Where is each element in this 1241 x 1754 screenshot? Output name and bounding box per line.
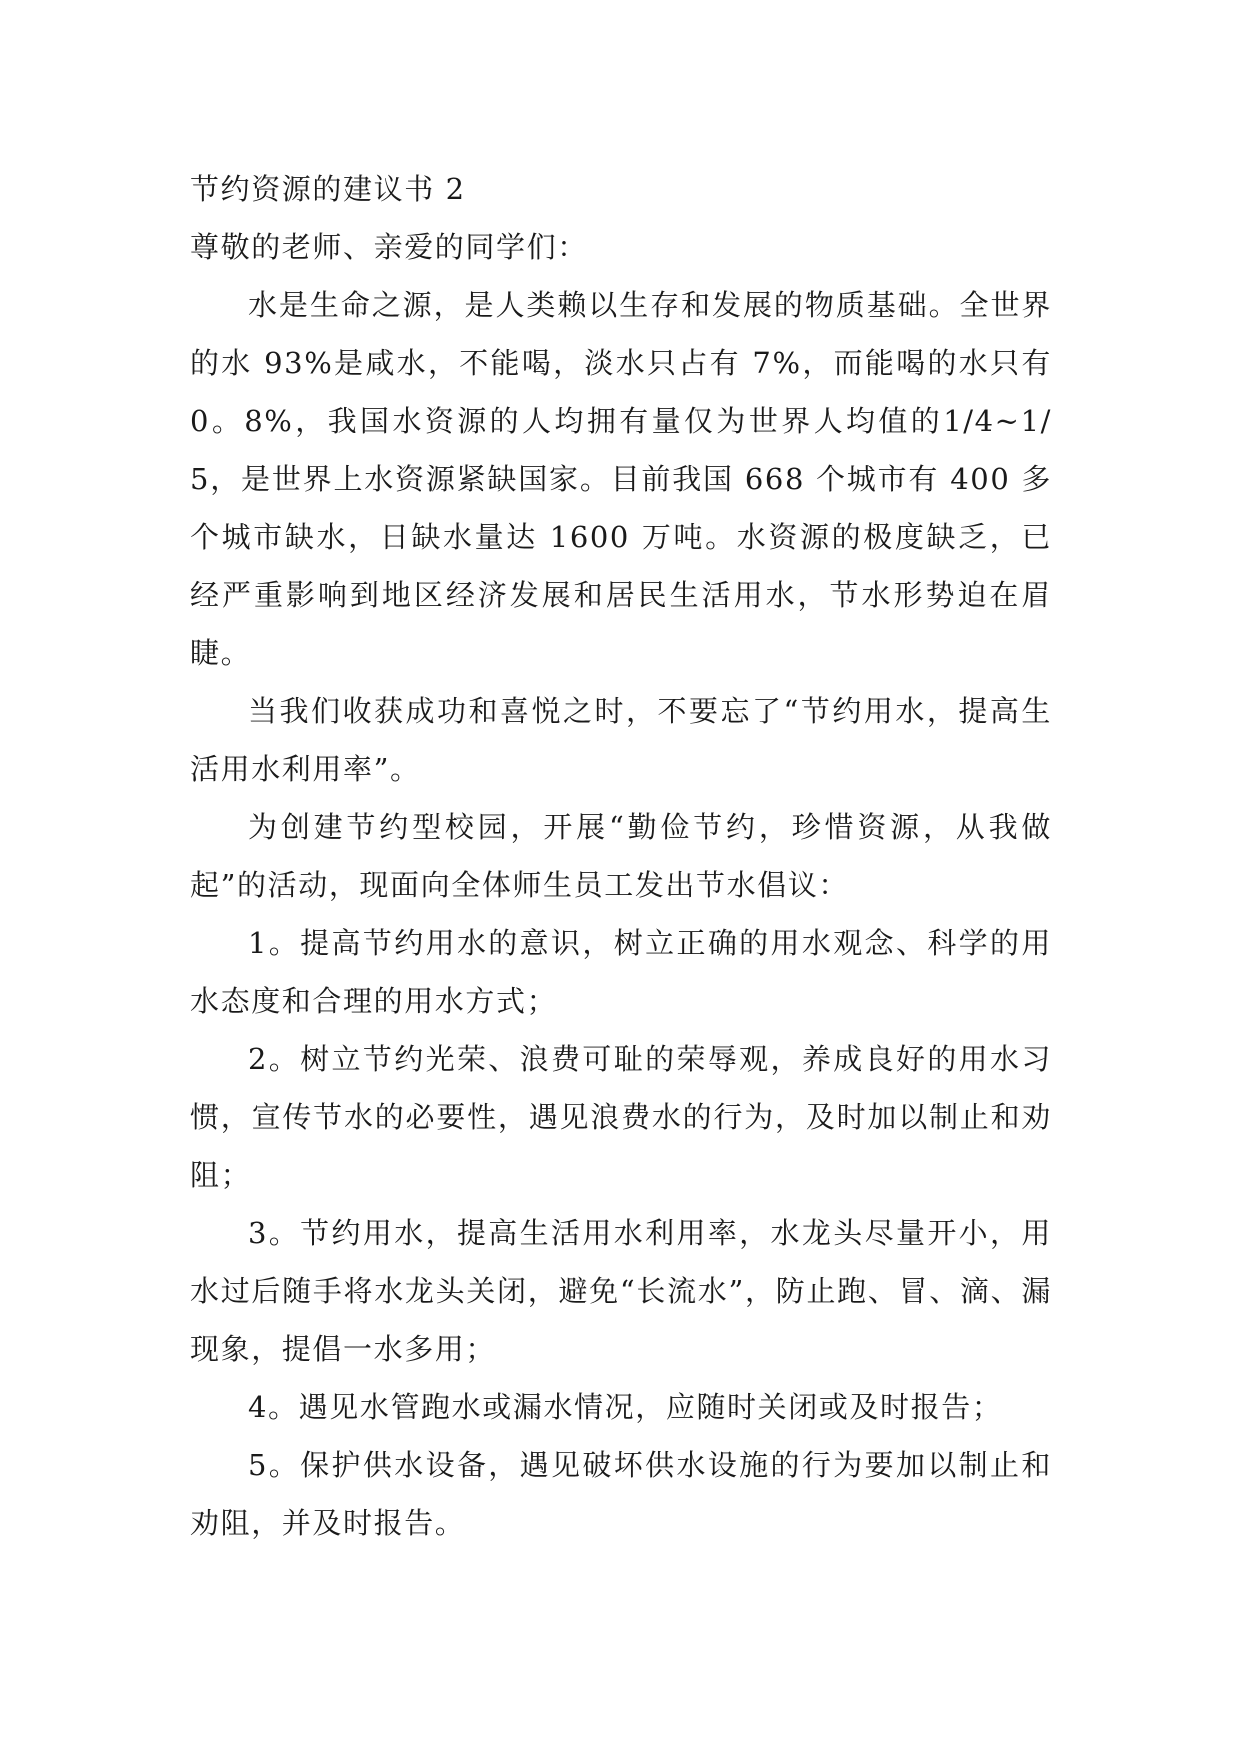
- list-item-3: 3。节约用水，提高生活用水利用率，水龙头尽量开小，用水过后随手将水龙头关闭，避免“长流水”，防止跑、冒、滴、漏现象，提倡一水多用；: [190, 1216, 1052, 1366]
- list-item-1: 1。提高节约用水的意识，树立正确的用水观念、科学的用水态度和合理的用水方式；: [190, 926, 1052, 1018]
- paragraph-reminder: 当我们收获成功和喜悦之时，不要忘了“节约用水，提高生活用水利用率”。: [190, 694, 1052, 786]
- salutation: 尊敬的老师、亲爱的同学们：: [190, 230, 588, 264]
- list-item-5: 5。保护供水设备，遇见破坏供水设施的行为要加以制止和劝阻，并及时报告。: [190, 1448, 1052, 1540]
- document-body: [190, 160, 1052, 1552]
- list-item-4: 4。遇见水管跑水或漏水情况，应随时关闭或及时报告；: [248, 1390, 1003, 1424]
- paragraph-initiative: 为创建节约型校园，开展“勤俭节约，珍惜资源，从我做起”的活动，现面向全体师生员工发出节水倡议：: [190, 810, 1052, 902]
- list-item-2: 2。树立节约光荣、浪费可耻的荣辱观，养成良好的用水习惯，宣传节水的必要性，遇见浪费水的行为，及时加以制止和劝阻；: [190, 1042, 1052, 1192]
- document-title: 节约资源的建议书 2: [190, 172, 466, 206]
- paragraph-water-facts: 水是生命之源，是人类赖以生存和发展的物质基础。全世界的水 93%是咸水，不能喝，淡水只占有 7%，而能喝的水只有 0。8%，我国水资源的人均拥有量仅为世界人均值的1/4~1/5，是世界上水资源紧缺国家。目前我国 668 个城市有 400 多个城市缺水，日缺水量达 1600 万吨。水资源的极度缺乏，已经严重影响到地区经济发展和居民生活用水，节水形势迫在眉睫。: [190, 288, 1052, 670]
